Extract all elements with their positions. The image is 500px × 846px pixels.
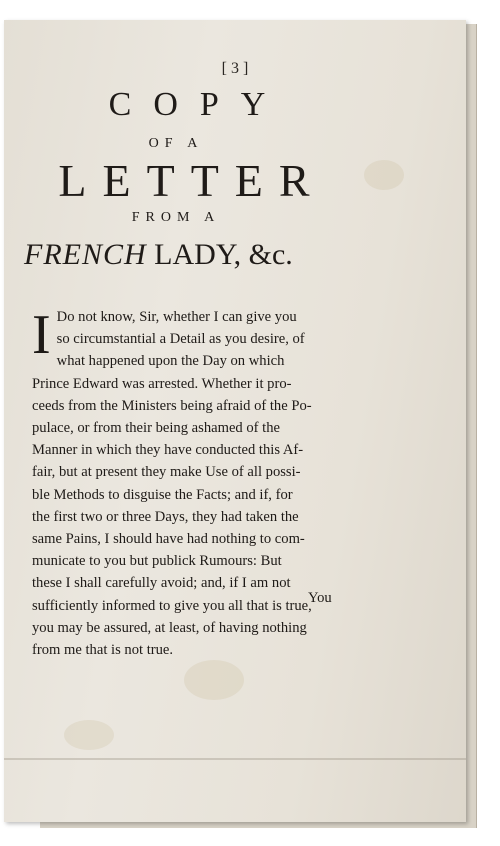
body-line: so circumstantial a Detail as you desire, of [56, 331, 305, 348]
body-line: sufficiently informed to give you all that is true, [32, 597, 312, 614]
catchword: You [308, 590, 332, 606]
body-line: ble Methods to disguise the Facts; and if, for [32, 486, 293, 503]
body-line: the first two or three Days, they had taken the [32, 508, 299, 525]
body-line: from me that is not true. [32, 642, 174, 659]
body-line: these I shall carefully avoid; and, if I am not [32, 575, 291, 592]
drop-cap: I [32, 304, 51, 366]
body-line: pulace, or from their being ashamed of the [32, 420, 281, 437]
title-from-a: FROM A [131, 210, 221, 225]
title-lady: LADY, &c. [146, 238, 293, 271]
body-line: fair, but at present they make Use of all possi- [32, 464, 301, 481]
letter-body [32, 306, 354, 661]
body-line: same Pains, I should have had nothing to com- [32, 531, 305, 548]
body-line: what happened upon the Day on which [56, 353, 285, 370]
title-of-a: OF A [148, 136, 204, 151]
paper-fold [4, 758, 466, 760]
title-copy: COPY [108, 86, 288, 123]
title-french-lady [24, 238, 344, 272]
page-number: [ 3 ] [221, 60, 249, 77]
paper-stain [364, 160, 404, 190]
body-line: ceeds from the Ministers being afraid of the Po- [32, 397, 312, 414]
body-line: you may be assured, at least, of having nothing [32, 619, 307, 636]
paper-stain [64, 720, 114, 750]
body-line: Do not know, Sir, whether I can give you [56, 309, 297, 325]
title-french: FRENCH [24, 238, 147, 271]
paper-stain [184, 660, 244, 700]
title-letter: LETTER [58, 155, 326, 206]
document-page [4, 20, 466, 822]
body-line: municate to you but publick Rumours: But [32, 553, 282, 570]
body-line: Prince Edward was arrested. Whether it pro- [32, 375, 292, 392]
body-line: Manner in which they have conducted this Af- [32, 442, 304, 459]
